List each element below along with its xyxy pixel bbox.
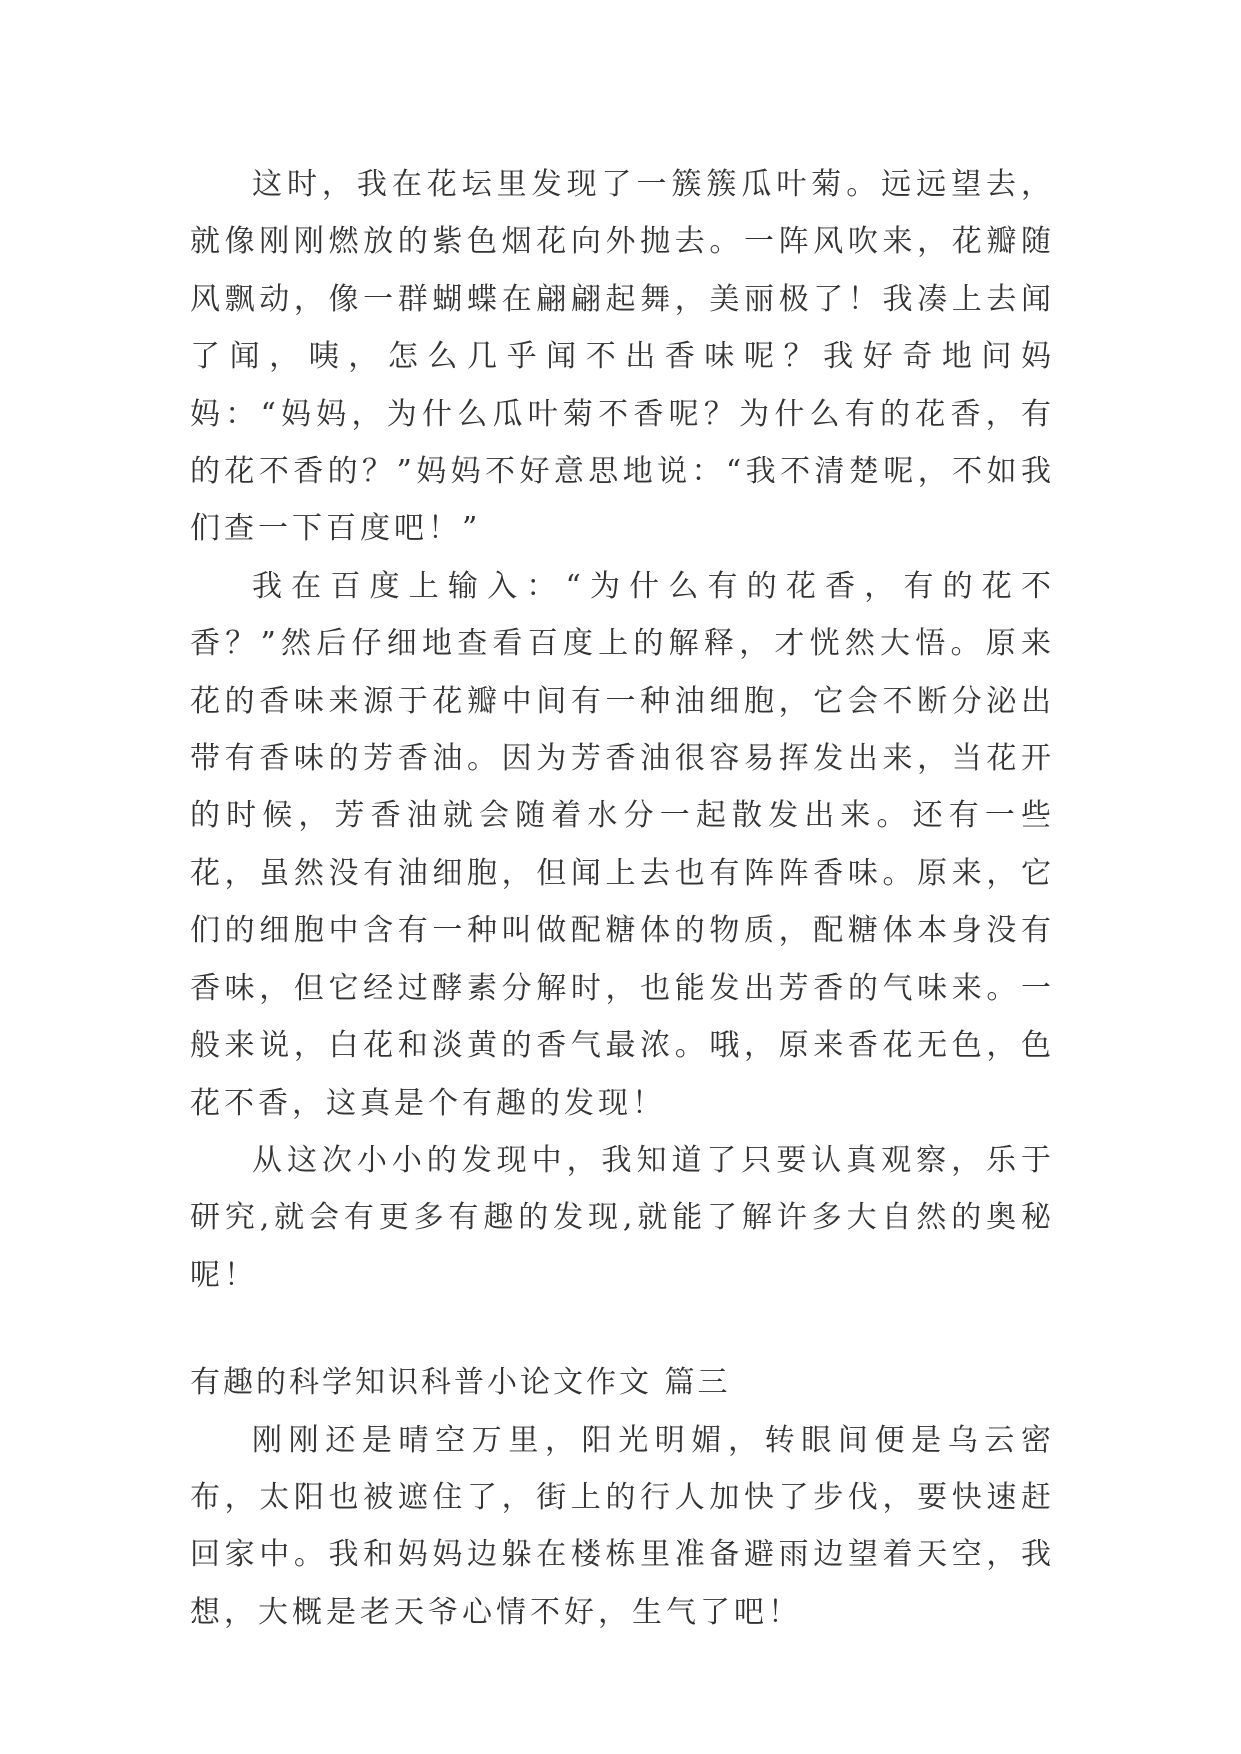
- document-body: [190, 156, 1055, 1641]
- section-heading: 有趣的科学知识科普小论文作文 篇三: [190, 1365, 731, 1401]
- paragraph-chrysanthemum: 这时，我在花坛里发现了一簇簇瓜叶菊。远远望去，就像刚刚燃放的紫色烟花向外抛去。一阵风吹来，花瓣随风飘动，像一群蝴蝶在翩翩起舞，美丽极了！我凑上去闻了闻，咦，怎么几乎闻不出香味呢？我好奇地问妈妈：“妈妈，为什么瓜叶菊不香呢？为什么有的花香，有的花不香的？”妈妈不好意思地说：“我不清楚呢，不如我们查一下百度吧！”: [190, 167, 1055, 547]
- paragraph-conclusion: 从这次小小的发现中，我知道了只要认真观察，乐于研究,就会有更多有趣的发现,就能了解许多大自然的奥秘呢！: [190, 1142, 1055, 1293]
- paragraph-rain: 刚刚还是晴空万里，阳光明媚，转眼间便是乌云密布，太阳也被遮住了，街上的行人加快了步伐，要快速赶回家中。我和妈妈边躲在楼栋里准备避雨边望着天空，我想，大概是老天爷心情不好，生气了吧！: [190, 1422, 1055, 1630]
- paragraph-baidu-explanation: 我在百度上输入：“为什么有的花香，有的花不香？”然后仔细地查看百度上的解释，才恍然大悟。原来花的香味来源于花瓣中间有一种油细胞，它会不断分泌出带有香味的芳香油。因为芳香油很容易挥发出来，当花开的时候，芳香油就会随着水分一起散发出来。还有一些花，虽然没有油细胞，但闻上去也有阵阵香味。原来，它们的细胞中含有一种叫做配糖体的物质，配糖体本身没有香味，但它经过酵素分解时，也能发出芳香的气味来。一般来说，白花和淡黄的香气最浓。哦，原来香花无色，色花不香，这真是个有趣的发现！: [190, 568, 1055, 1121]
